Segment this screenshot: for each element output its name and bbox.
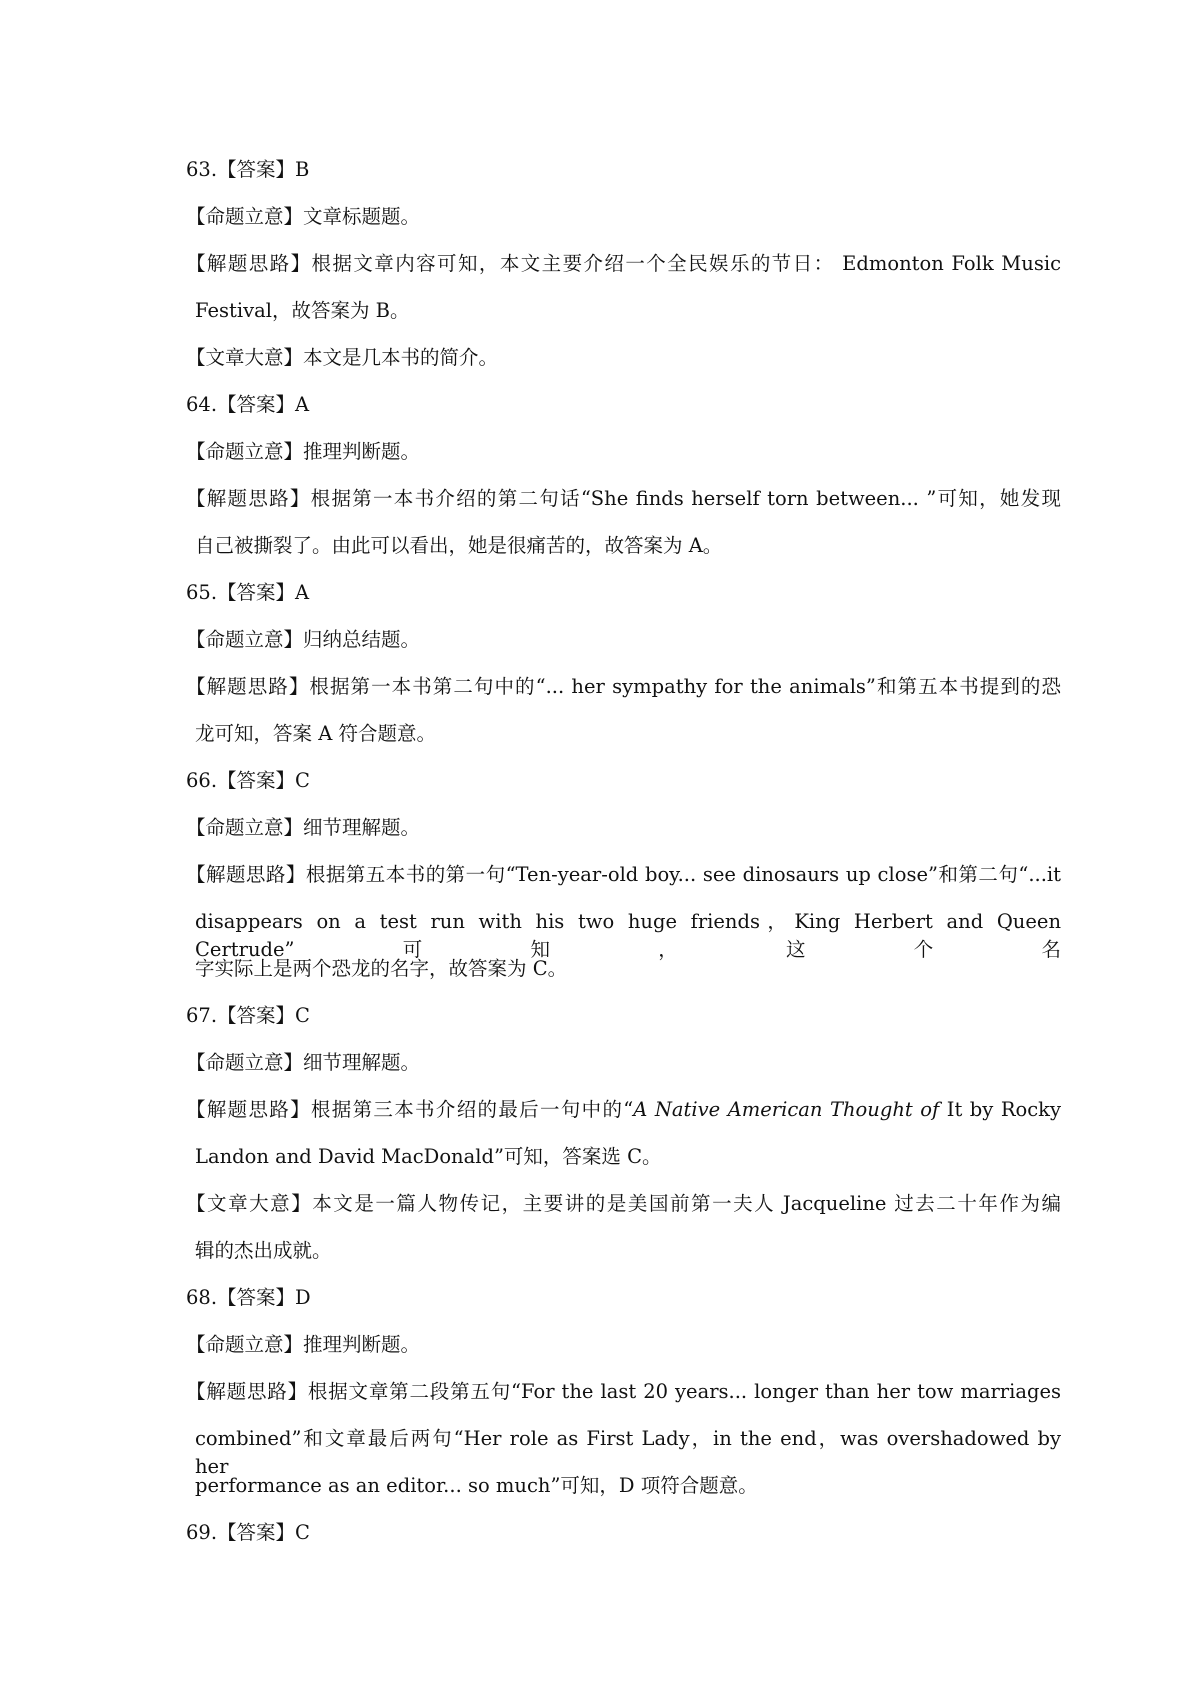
answer-65: 65.【答案】A: [186, 581, 310, 604]
answer-69: 69.【答案】C: [186, 1521, 310, 1544]
answer-68: 68.【答案】D: [186, 1286, 311, 1309]
answer-67: 67.【答案】C: [186, 1004, 310, 1027]
reasoning-66-cont-2: 字实际上是两个恐龙的名字，故答案为 C。: [195, 957, 568, 980]
summary-passage-2: 【文章大意】本文是一篇人物传记，主要讲的是美国前第一夫人 Jacqueline 过去二十年作为编: [186, 1192, 1061, 1215]
summary-passage-2-cont: 辑的杰出成就。: [195, 1239, 332, 1262]
intent-64: 【命题立意】推理判断题。: [186, 440, 421, 463]
answer-66: 66.【答案】C: [186, 769, 310, 792]
reasoning-68-cont: combined”和文章最后两句“Her role as First Lady，in the end，was overshadowed by her: [195, 1427, 1061, 1478]
intent-63: 【命题立意】文章标题题。: [186, 205, 421, 228]
reasoning-66-cont: disappears on a test run with his two huge friends，King Herbert and Queen Certrude”可知，这个名: [195, 910, 1061, 961]
reasoning-63-cont: Festival，故答案为 B。: [195, 299, 410, 322]
intent-68: 【命题立意】推理判断题。: [186, 1333, 421, 1356]
intent-66: 【命题立意】细节理解题。: [186, 816, 421, 839]
reasoning-67: 【解题思路】根据第三本书介绍的最后一句中的“A Native American Thought of It by Rocky: [186, 1098, 1061, 1121]
summary-passage: 【文章大意】本文是几本书的简介。: [186, 346, 499, 369]
reasoning-64-cont: 自己被撕裂了。由此可以看出，她是很痛苦的，故答案为 A。: [195, 534, 723, 557]
reasoning-68: 【解题思路】根据文章第二段第五句“For the last 20 years... longer than her tow marriages: [186, 1380, 1061, 1403]
reasoning-68-cont-2: performance as an editor... so much”可知，D 项符合题意。: [195, 1474, 758, 1497]
answer-63: 63.【答案】B: [186, 158, 310, 181]
book-title-italic: A Native American Thought of: [633, 1098, 940, 1121]
intent-65: 【命题立意】归纳总结题。: [186, 628, 421, 651]
reasoning-66: 【解题思路】根据第五本书的第一句“Ten-year-old boy... see dinosaurs up close”和第二句“...it: [186, 863, 1061, 886]
reasoning-63: 【解题思路】根据文章内容可知，本文主要介绍一个全民娱乐的节日： Edmonton Folk Music: [186, 252, 1061, 275]
intent-67: 【命题立意】细节理解题。: [186, 1051, 421, 1074]
answer-64: 64.【答案】A: [186, 393, 310, 416]
reasoning-67-cont: Landon and David MacDonald”可知，答案选 C。: [195, 1145, 662, 1168]
reasoning-65: 【解题思路】根据第一本书第二句中的“... her sympathy for the animals”和第五本书提到的恐: [186, 675, 1061, 698]
reasoning-65-cont: 龙可知，答案 A 符合题意。: [195, 722, 436, 745]
reasoning-64: 【解题思路】根据第一本书介绍的第二句话“She finds herself torn between... ”可知，她发现: [186, 487, 1061, 510]
